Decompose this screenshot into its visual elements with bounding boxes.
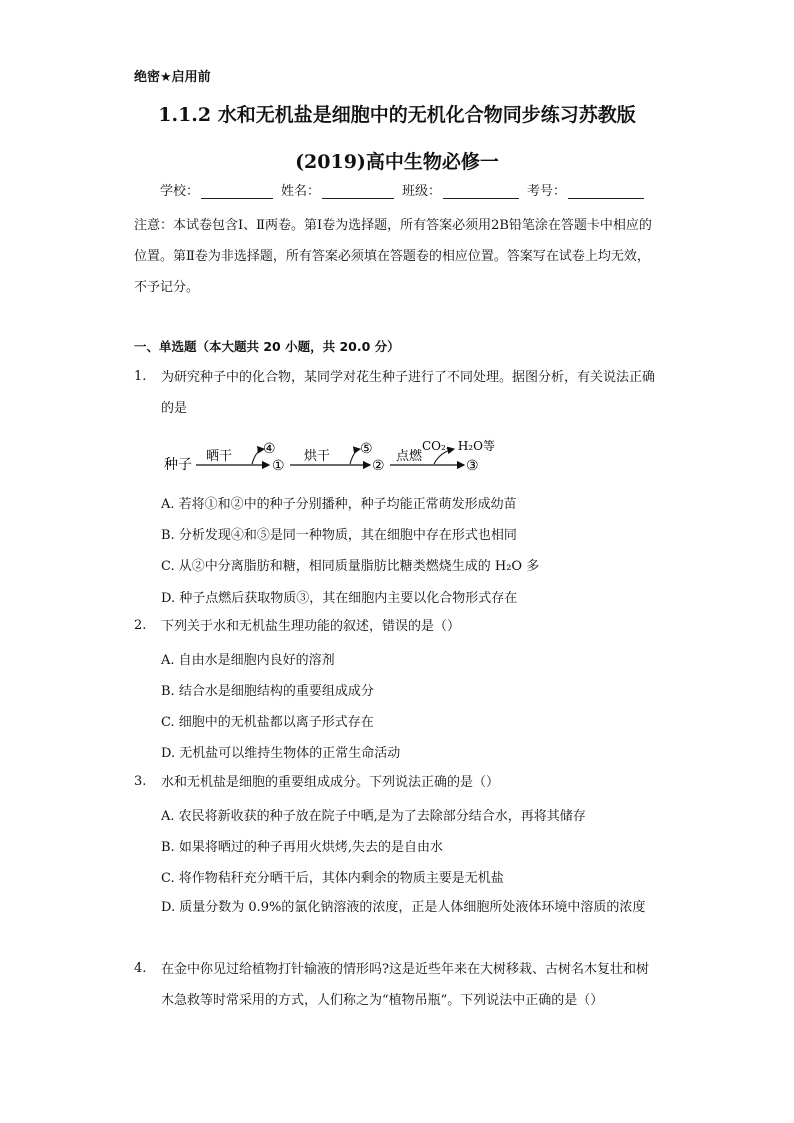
question-1-number: 1.: [134, 369, 147, 384]
question-2-number: 2.: [134, 618, 147, 633]
question-3-number: 3.: [134, 774, 147, 789]
diagram-seed-label: 种子: [164, 457, 192, 473]
school-blank[interactable]: [201, 186, 273, 199]
school-field[interactable]: [160, 180, 273, 199]
question-1-option-a[interactable]: A. 若将①和②中的种子分别播种，种子均能正常萌发形成幼苗: [161, 497, 517, 512]
exam-notice: 注意：本试卷包含Ⅰ、Ⅱ两卷。第Ⅰ卷为选择题，所有答案必须用2B铅笔涂在答题卡中相应的位置。第Ⅱ卷为非选择题，所有答案必须填在答题卷的相应位置。答案写在试卷上均无效，不予记分。: [134, 218, 652, 295]
diagram-product-4: ④: [263, 441, 276, 457]
diagram-dry-label: 晒干: [206, 449, 233, 464]
section-title: 一、单选题（本大题共 20 小题，共 20.0 分）: [134, 339, 400, 354]
question-3-text: 水和无机盐是细胞的重要组成成分。下列说法正确的是（）: [161, 775, 500, 790]
question-1-option-c[interactable]: C. 从②中分离脂肪和糖，相同质量脂肪比糖类燃烧生成的 H₂O 多: [161, 559, 540, 574]
class-blank[interactable]: [443, 186, 519, 199]
exam-number-label: 考号：: [527, 184, 567, 199]
question-3-option-c[interactable]: C. 将作物秸秆充分晒干后，其体内剩余的物质主要是无机盐: [161, 871, 504, 886]
question-1-option-d[interactable]: D. 种子点燃后获取物质③，其在细胞内主要以化合物形式存在: [161, 591, 518, 606]
class-label: 班级：: [402, 184, 442, 199]
page-title-line1: 1.1.2 水和无机盐是细胞中的无机化合物同步练习苏教版: [158, 104, 636, 126]
student-info-fields: [160, 180, 652, 199]
question-2-option-d[interactable]: D. 无机盐可以维持生物体的正常生命活动: [161, 746, 401, 761]
page-title-line2: (2019)高中生物必修一: [295, 151, 499, 173]
question-2-option-a[interactable]: A. 自由水是细胞内良好的溶剂: [161, 653, 335, 668]
name-blank[interactable]: [322, 186, 394, 199]
question-2-option-b[interactable]: B. 结合水是细胞结构的重要组成成分: [161, 684, 374, 699]
diagram-bake-label: 烘干: [304, 449, 331, 464]
question-4-number: 4.: [134, 961, 147, 976]
question-3-option-b[interactable]: B. 如果将晒过的种子再用火烘烤,失去的是自由水: [161, 840, 443, 855]
seed-processing-diagram: [164, 436, 544, 476]
diagram-product-1: ①: [272, 458, 285, 474]
diagram-burn-label: 点燃: [396, 449, 423, 464]
diagram-gas-products: CO₂、H₂O等: [422, 439, 495, 453]
exam-number-field[interactable]: [527, 180, 644, 199]
school-label: 学校：: [160, 184, 200, 199]
diagram-product-3: ③: [466, 458, 479, 474]
diagram-product-5: ⑤: [360, 441, 373, 457]
question-2-text: 下列关于水和无机盐生理功能的叙述，错误的是（）: [161, 619, 461, 634]
question-1-text: 为研究种子中的化合物，某同学对花生种子进行了不同处理。据图分析，有关说法正确的是: [161, 370, 656, 416]
confidential-label: 绝密★启用前: [134, 70, 211, 85]
name-label: 姓名：: [281, 184, 321, 199]
diagram-product-2: ②: [372, 458, 385, 474]
question-3-option-a[interactable]: A. 农民将新收获的种子放在院子中晒,是为了去除部分结合水，再将其储存: [161, 809, 586, 824]
question-2-option-c[interactable]: C. 细胞中的无机盐都以离子形式存在: [161, 715, 374, 730]
name-field[interactable]: [281, 180, 394, 199]
question-3-option-d[interactable]: D. 质量分数为 0.9%的氯化钠溶液的浓度，正是人体细胞所处液体环境中溶质的浓度: [161, 900, 646, 915]
class-field[interactable]: [402, 180, 519, 199]
question-1-option-b[interactable]: B. 分析发现④和⑤是同一种物质，其在细胞中存在形式也相同: [161, 528, 517, 543]
bake-branch-arrow: [350, 449, 360, 464]
question-4-text: 在金中你见过给植物打针输液的情形吗?这是近些年来在大树移栽、古树名木复壮和树木急救等时常采用的方式，人们称之为“植物吊瓶”。下列说法中正确的是（）: [161, 962, 649, 1008]
exam-number-blank[interactable]: [568, 186, 644, 199]
